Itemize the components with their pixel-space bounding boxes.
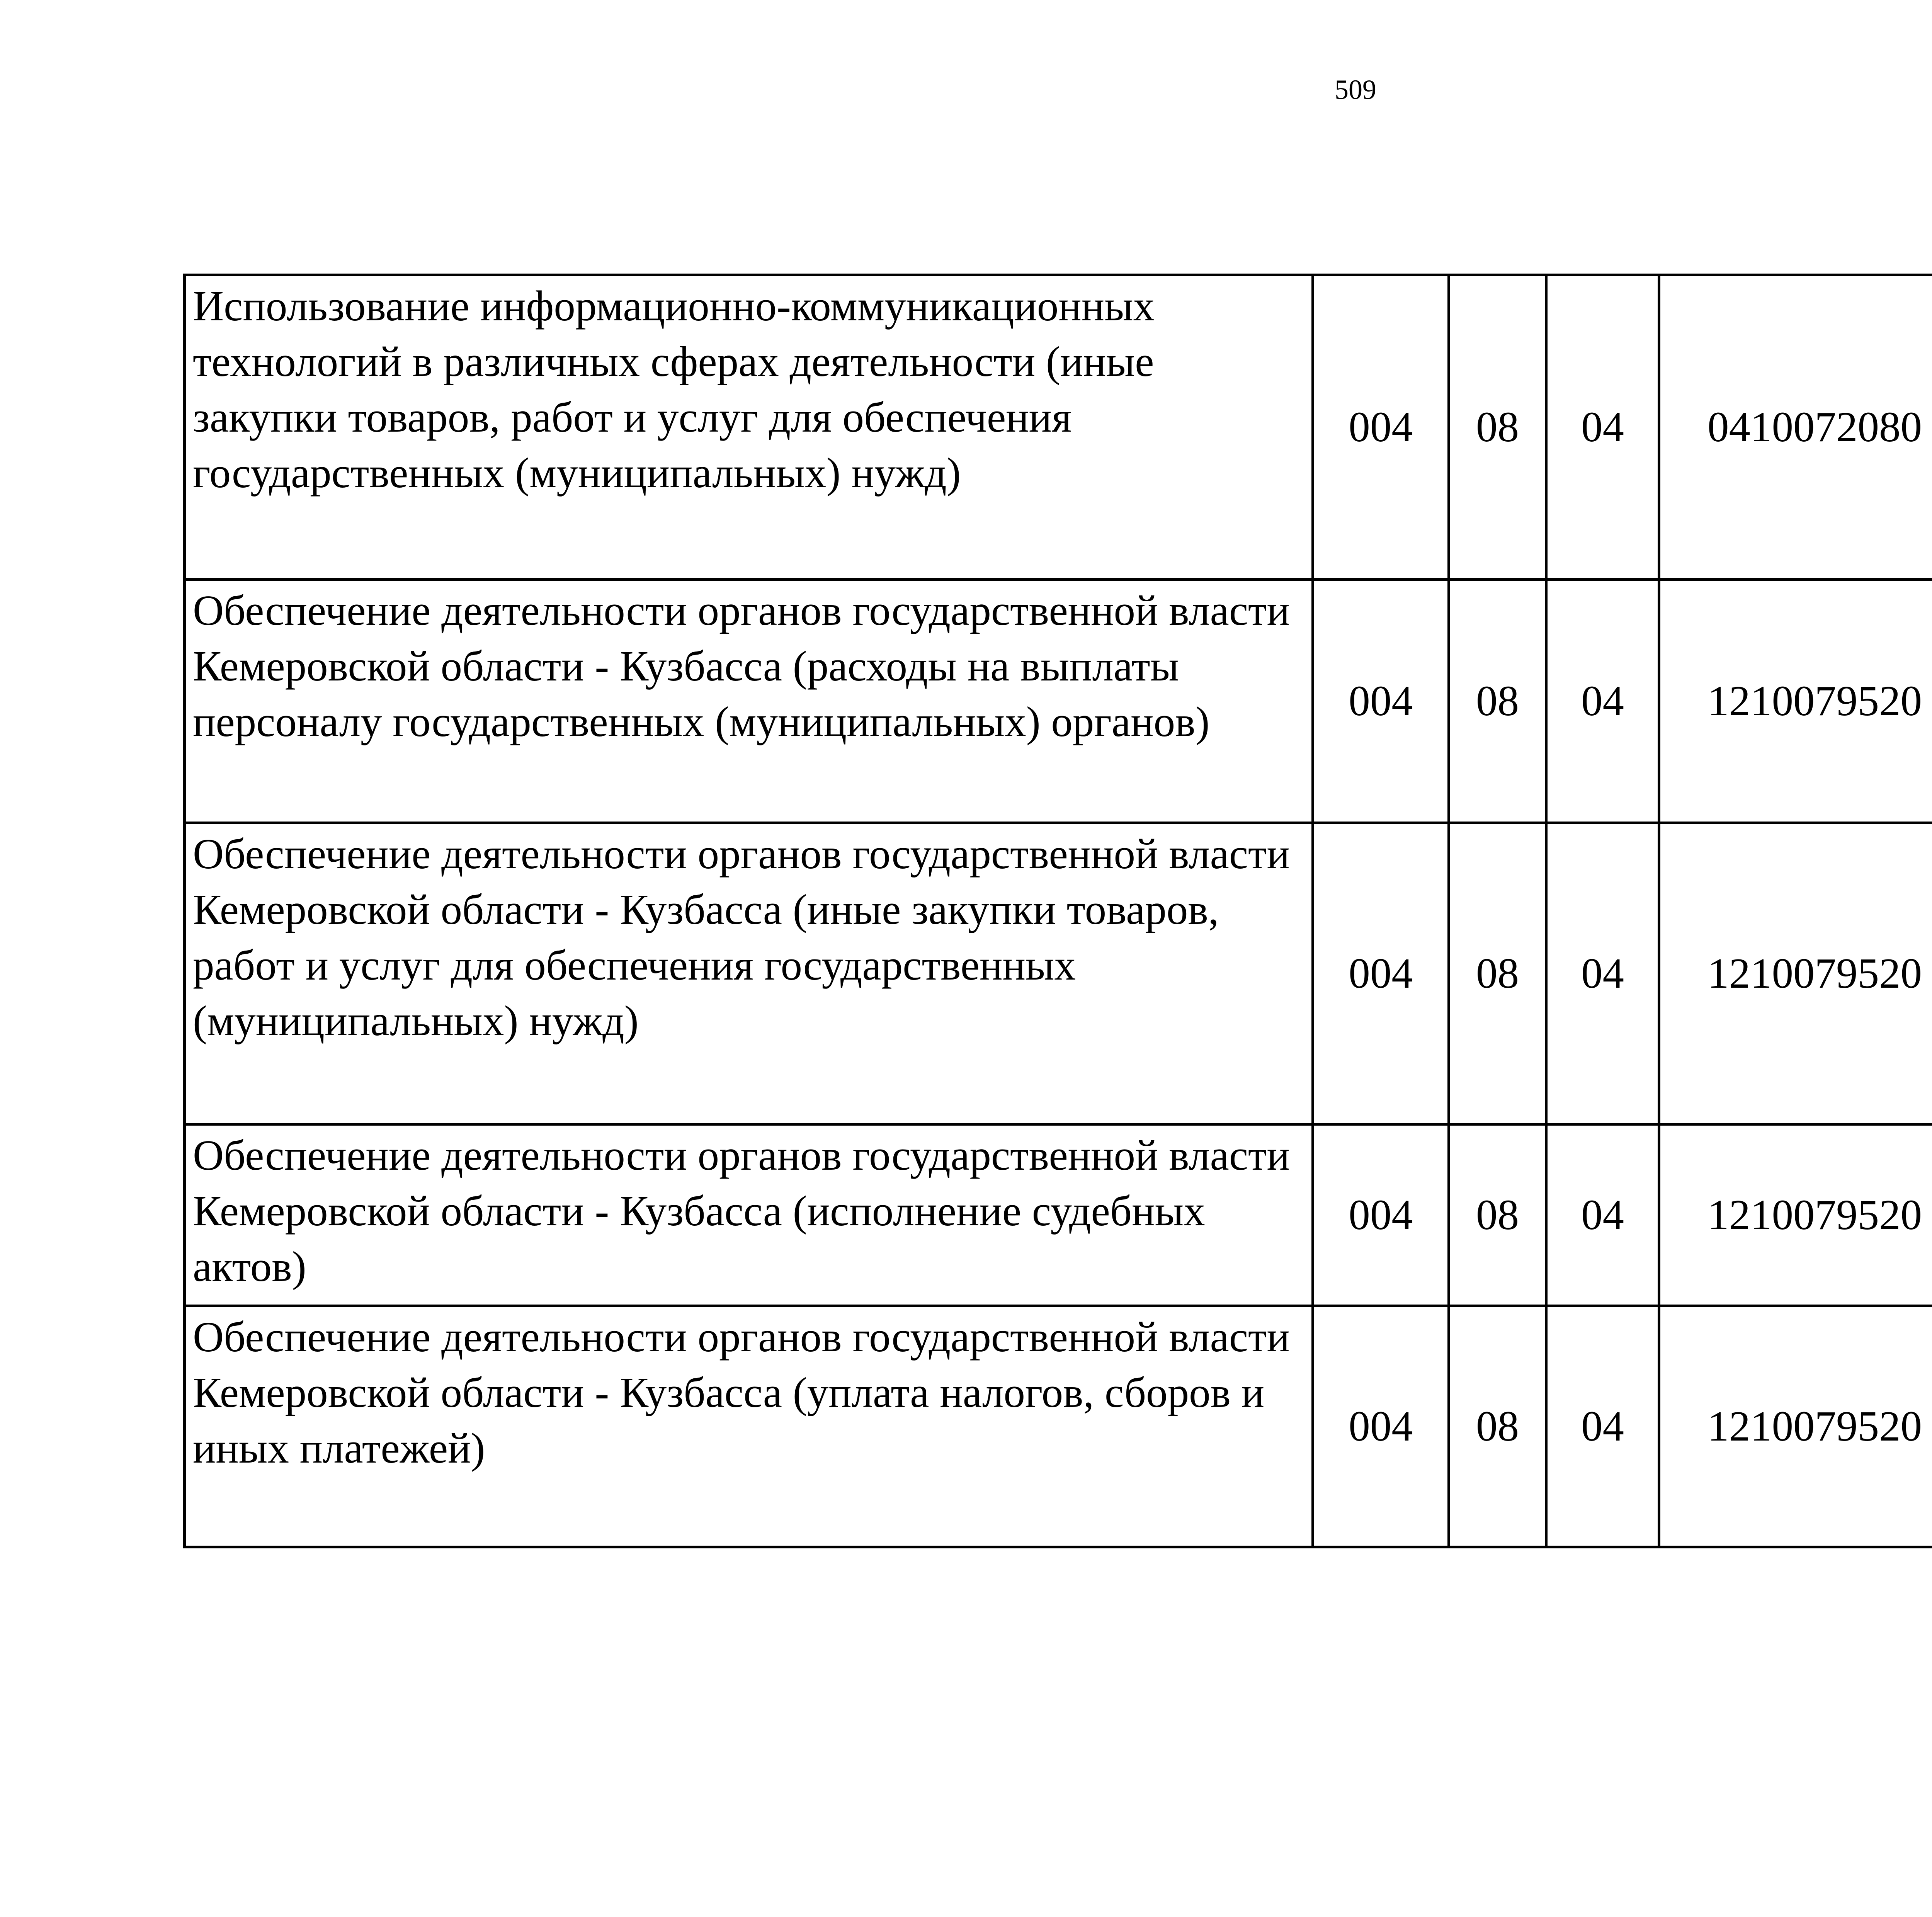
row-description: Обеспечение деятельности органов государственной власти Кемеровской области - Кузбасса (исполнение судебных актов) <box>185 1124 1313 1306</box>
subsection-code: 04 <box>1546 1306 1659 1547</box>
target-article-code: 1210079520 <box>1659 1124 1932 1306</box>
subsection-code: 04 <box>1546 275 1659 580</box>
row-description: Обеспечение деятельности органов государственной власти Кемеровской области - Кузбасса (иные закупки товаров, работ и услуг для обеспечения государственных (муниципальных) нужд) <box>185 823 1313 1124</box>
budget-table <box>183 274 1932 1548</box>
target-article-code: 1210079520 <box>1659 580 1932 823</box>
row-description: Использование информационно-коммуникационных технологий в различных сферах деятельности (иные закупки товаров, работ и услуг для обеспечения государственных (муниципальных) нужд) <box>185 275 1313 580</box>
table-row <box>185 275 1932 580</box>
ministry-code: 004 <box>1313 275 1449 580</box>
section-code: 08 <box>1449 1124 1546 1306</box>
section-code: 08 <box>1449 580 1546 823</box>
subsection-code: 04 <box>1546 1124 1659 1306</box>
table-row <box>185 823 1932 1124</box>
row-description: Обеспечение деятельности органов государственной власти Кемеровской области - Кузбасса (уплата налогов, сборов и иных платежей) <box>185 1306 1313 1547</box>
section-code: 08 <box>1449 1306 1546 1547</box>
target-article-code: 1210079520 <box>1659 1306 1932 1547</box>
ministry-code: 004 <box>1313 1306 1449 1547</box>
ministry-code: 004 <box>1313 823 1449 1124</box>
target-article-code: 0410072080 <box>1659 275 1932 580</box>
subsection-code: 04 <box>1546 823 1659 1124</box>
table-row <box>185 1124 1932 1306</box>
subsection-code: 04 <box>1546 580 1659 823</box>
row-description: Обеспечение деятельности органов государственной власти Кемеровской области - Кузбасса (расходы на выплаты персоналу государственных (муниципальных) органов) <box>185 580 1313 823</box>
table-row <box>185 580 1932 823</box>
ministry-code: 004 <box>1313 1124 1449 1306</box>
table-row <box>185 1306 1932 1547</box>
ministry-code: 004 <box>1313 580 1449 823</box>
page-number: 509 <box>1335 74 1376 105</box>
section-code: 08 <box>1449 275 1546 580</box>
section-code: 08 <box>1449 823 1546 1124</box>
target-article-code: 1210079520 <box>1659 823 1932 1124</box>
